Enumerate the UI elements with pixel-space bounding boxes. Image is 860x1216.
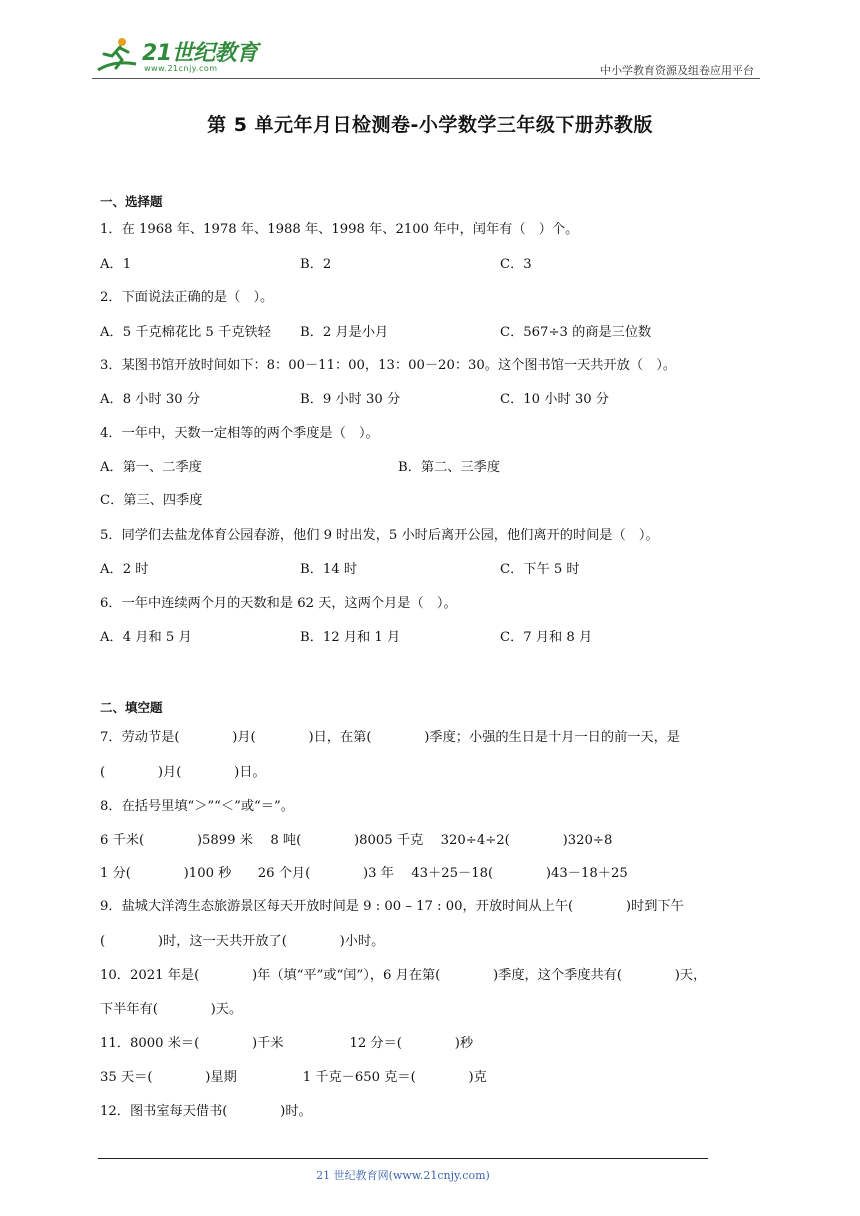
question-7-line-1: 7．劳动节是( )月( )日，在第( )季度；小强的生日是十月一日的前一天，是 (100, 730, 680, 745)
question-4: 4．一年中，天数一定相等的两个季度是（ ）。 (100, 426, 379, 441)
option-c: C．3 (500, 257, 532, 272)
question-12: 12．图书室每天借书( )时。 (100, 1104, 312, 1119)
runner-logo-icon (92, 34, 142, 76)
question-11-line-2: 35 天＝( )星期 1 千克－650 克＝( )克 (100, 1070, 487, 1085)
footer-text[interactable]: 21 世纪教育网(www.21cnjy.com) (316, 1169, 490, 1182)
option-c: C．567÷3 的商是三位数 (500, 325, 652, 340)
question-6-options (100, 626, 760, 645)
option-a: A．8 小时 30 分 (100, 392, 201, 407)
logo-url: www.21cnjy.com (144, 64, 218, 73)
question-5: 5．同学们去盐龙体育公园春游，他们 9 时出发，5 小时后离开公园，他们离开的时间是（ ）。 (100, 528, 659, 543)
option-b: B．第二、三季度 (398, 460, 501, 475)
section-heading-choice: 一、选择题 (100, 194, 163, 209)
footer-divider (98, 1158, 708, 1159)
section-heading-fill: 二、填空题 (100, 700, 163, 715)
question-3: 3．某图书馆开放时间如下：8：00－11：00，13：00－20：30。这个图书馆一天共开放（ ）。 (100, 358, 677, 373)
question-10-line-2: 下半年有( )天。 (100, 1002, 243, 1017)
header-divider (92, 78, 760, 79)
option-a: A．2 时 (100, 562, 149, 577)
question-8-row-1: 6 千米( )5899 米 8 吨( )8005 千克 320÷4÷2( )320÷8 (100, 833, 613, 848)
question-3-options (100, 388, 760, 407)
question-4-option-c: C．第三、四季度 (100, 493, 203, 508)
option-c: C．下午 5 时 (500, 562, 580, 577)
brand-logo (92, 34, 262, 76)
page-header (92, 30, 760, 80)
question-9-line-2: ( )时，这一天共开放了( )小时。 (100, 934, 385, 949)
question-8-row-2: 1 分( )100 秒 26 个月( )3 年 43＋25－18( )43－18＋25 (100, 866, 628, 881)
question-6: 6．一年中连续两个月的天数和是 62 天，这两个月是（ ）。 (100, 596, 457, 611)
question-1-options (100, 253, 760, 272)
option-c: C．7 月和 8 月 (500, 630, 593, 645)
option-b: B．2 (300, 257, 332, 272)
option-a: A．5 千克棉花比 5 千克铁轻 (100, 325, 271, 340)
option-a: A．1 (100, 257, 132, 272)
platform-tagline: 中小学教育资源及组卷应用平台 (600, 64, 754, 77)
option-b: B．14 时 (300, 562, 358, 577)
page-title: 第 5 单元年月日检测卷-小学数学三年级下册苏教版 (207, 114, 653, 136)
question-7-line-2: ( )月( )日。 (100, 765, 266, 780)
option-b: B．2 月是小月 (300, 325, 389, 340)
question-5-options (100, 558, 760, 577)
question-8-stem: 8．在括号里填“＞”“＜”或“＝”。 (100, 799, 294, 814)
logo-text: 21世纪教育 (142, 41, 258, 66)
question-9-line-1: 9．盐城大洋湾生态旅游景区每天开放时间是 9 : 00 – 17 : 00，开放时间从上午( )时到下午 (100, 899, 684, 914)
option-b: B．12 月和 1 月 (300, 630, 401, 645)
question-11-line-1: 11．8000 米＝( )千米 12 分＝( )秒 (100, 1036, 474, 1051)
question-1: 1．在 1968 年、1978 年、1988 年、1998 年、2100 年中，闰年有（ ）个。 (100, 222, 579, 237)
question-2-options (100, 321, 760, 340)
question-2: 2．下面说法正确的是（ ）。 (100, 290, 274, 305)
option-a: A．第一、二季度 (100, 460, 202, 475)
question-4-options (100, 456, 760, 475)
option-c: C．10 小时 30 分 (500, 392, 609, 407)
option-a: A．4 月和 5 月 (100, 630, 192, 645)
question-10-line-1: 10．2021 年是( )年（填“平”或“闰”），6 月在第( )季度，这个季度共有( )天， (100, 968, 707, 983)
option-b: B．9 小时 30 分 (300, 392, 401, 407)
